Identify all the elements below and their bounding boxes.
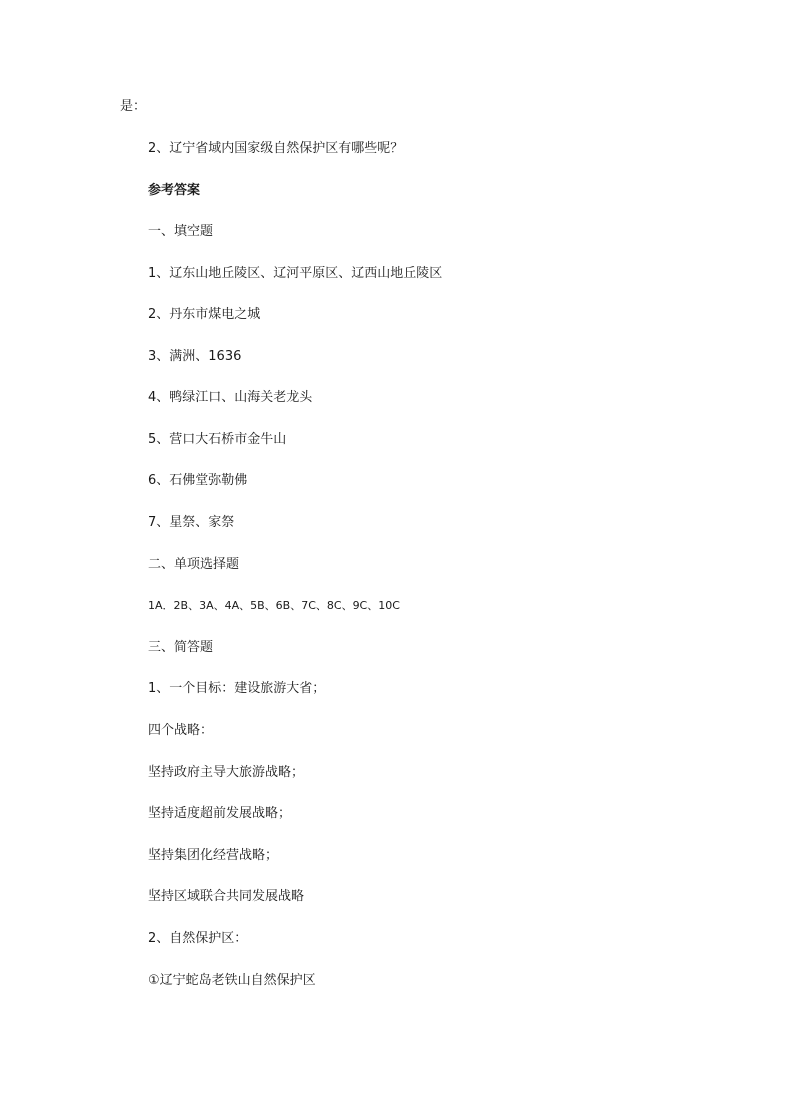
- answer-line: ①辽宁蛇岛老铁山自然保护区: [148, 973, 316, 988]
- answer-line: 四个战略：: [148, 723, 214, 738]
- section-heading: 三、简答题: [148, 640, 214, 655]
- answer-line: 4、鸭绿江口、山海关老龙头: [148, 390, 313, 405]
- question-line: 2、辽宁省域内国家级自然保护区有哪些呢？: [148, 141, 404, 156]
- answer-line: 坚持适度超前发展战略；: [148, 806, 292, 821]
- answer-line: 3、满洲、1636: [148, 349, 242, 364]
- answer-line: 5、营口大石桥市金牛山: [148, 432, 287, 447]
- answer-line: 1A．2B、3A、4A、5B、6B、7C、8C、9C、10C: [148, 599, 400, 612]
- answer-line: 坚持政府主导大旅游战略；: [148, 765, 305, 780]
- section-heading: 二、单项选择题: [148, 557, 240, 572]
- section-heading: 一、填空题: [148, 224, 214, 239]
- answer-line: 坚持区域联合共同发展战略: [148, 889, 305, 904]
- text-line: 是：: [120, 99, 147, 114]
- answer-line: 2、自然保护区：: [148, 931, 248, 946]
- answer-line: 6、石佛堂弥勒佛: [148, 473, 248, 488]
- answer-line: 7、星祭、家祭: [148, 515, 235, 530]
- answer-line: 坚持集团化经营战略；: [148, 848, 279, 863]
- answer-heading: 参考答案: [148, 183, 201, 198]
- answer-line: 2、丹东市煤电之城: [148, 307, 261, 322]
- answer-line: 1、辽东山地丘陵区、辽河平原区、辽西山地丘陵区: [148, 266, 443, 281]
- answer-line: 1、一个目标：建设旅游大省；: [148, 681, 326, 696]
